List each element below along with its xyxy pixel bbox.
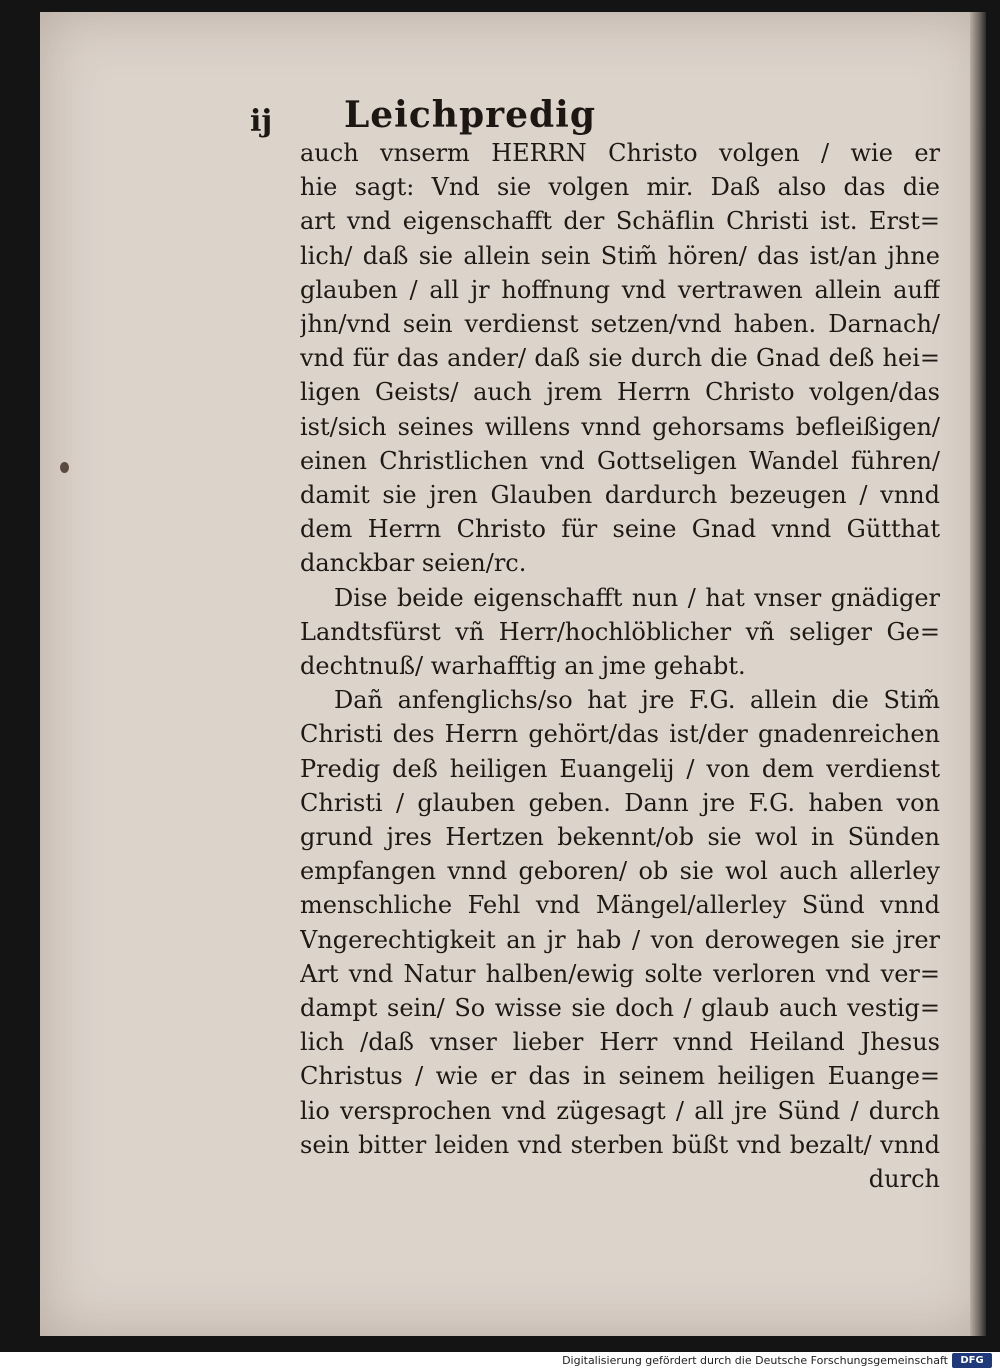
text-line: Christus / wie er das in seinem heiligen Euange= — [300, 1062, 940, 1091]
text-line: Christi / glauben geben. Dann jre F.G. haben von — [300, 788, 940, 817]
body-text — [300, 136, 940, 1196]
footer-bar — [0, 1352, 1000, 1370]
text-line: einen Christlichen vnd Gottseligen Wandel führen/ — [300, 446, 940, 475]
text-line: empfangen vnnd geboren/ ob sie wol auch allerley — [300, 857, 940, 886]
text-line: Vngerechtigkeit an jr hab / von derowegen sie jrer — [300, 925, 940, 954]
text-line: Landtsfürst vñ Herr/hochlöblicher vñ seliger Ge= — [300, 617, 940, 646]
text-line: hie sagt: Vnd sie volgen mir. Daß also das die — [300, 173, 940, 202]
ink-stain — [60, 462, 69, 473]
text-line: Art vnd Natur halben/ewig solte verloren vnd ver= — [300, 959, 940, 988]
text-line: vnd für das ander/ daß sie durch die Gnad deß hei= — [300, 344, 940, 373]
catchword: durch — [868, 1165, 940, 1194]
dfg-logo-icon: DFG — [952, 1353, 992, 1368]
text-line: ligen Geists/ auch jrem Herrn Christo volgen/das — [300, 378, 940, 407]
text-line: lio versprochen vnd zügesagt / all jre Sünd / durch — [300, 1096, 940, 1125]
text-line: dechtnuß/ warhafftig an jme gehabt. — [300, 652, 746, 681]
text-line: glauben / all jr hoffnung vnd vertrawen allein auff — [300, 275, 940, 304]
text-line: grund jres Hertzen bekennt/ob sie wol in Sünden — [300, 823, 940, 852]
text-line: ist/sich seines willens vnnd gehorsams befleißigen/ — [300, 412, 940, 441]
text-line: damit sie jren Glauben dardurch bezeugen / vnnd — [300, 481, 940, 510]
text-line: dem Herrn Christo für seine Gnad vnnd Gütthat — [300, 515, 940, 544]
running-title: Leichpredig — [343, 94, 597, 136]
text-line: Dise beide eigenschafft nun / hat vnser gnädiger — [334, 583, 940, 612]
text-line: lich /daß vnser lieber Herr vnnd Heiland Jhesus — [300, 1028, 940, 1057]
funding-credit: Digitalisierung gefördert durch die Deutsche Forschungsgemeinschaft — [562, 1354, 948, 1367]
text-line: danckbar seien/rc. — [300, 549, 527, 578]
text-line: Dañ anfenglichs/so hat jre F.G. allein die Stim̃ — [334, 686, 940, 715]
text-line: art vnd eigenschafft der Schäflin Christi ist. Erst= — [300, 207, 940, 236]
text-line: lich/ daß sie allein sein Stim̃ hören/ das ist/an jhne — [300, 241, 940, 270]
text-line: sein bitter leiden vnd sterben büßt vnd bezalt/ vnnd — [300, 1130, 940, 1159]
page-header — [250, 88, 690, 138]
text-line: jhn/vnd sein verdienst setzen/vnd haben. Darnach/ — [300, 310, 940, 339]
text-line: Predig deß heiligen Euangelij / von dem verdienst — [300, 754, 940, 783]
folio-number: ij — [250, 104, 273, 139]
text-line: menschliche Fehl vnd Mängel/allerley Sünd vnnd — [300, 891, 940, 920]
text-line: dampt sein/ So wisse sie doch / glaub auch vestig= — [300, 994, 940, 1023]
text-line: auch vnserm HERRN Christo volgen / wie er — [300, 139, 940, 167]
text-line: Christi des Herrn gehört/das ist/der gnadenreichen — [300, 720, 940, 749]
page-gutter — [970, 12, 986, 1336]
